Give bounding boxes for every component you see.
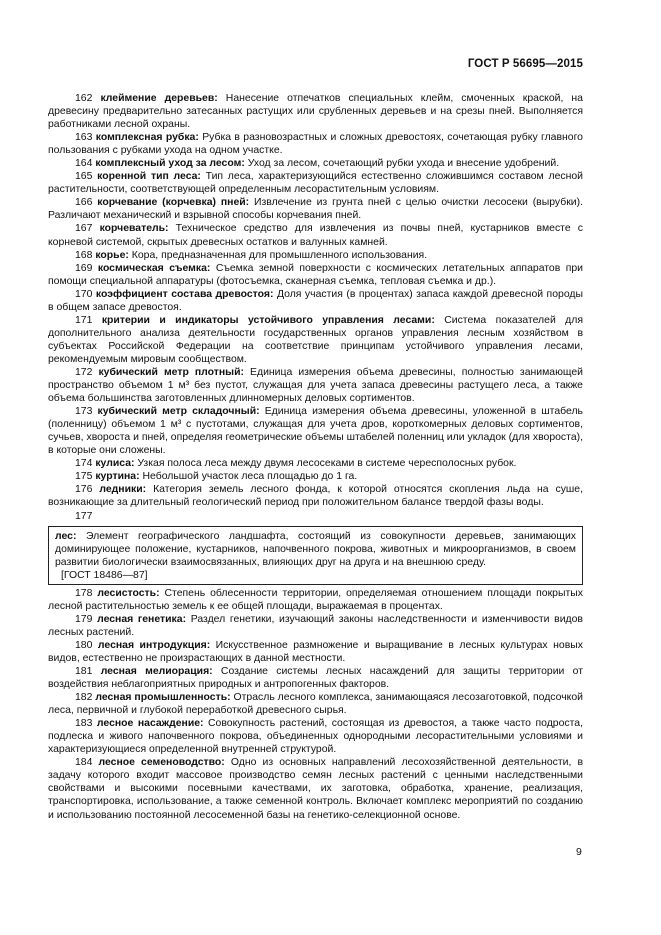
term-entry bbox=[48, 405, 583, 457]
term-entry bbox=[48, 170, 583, 196]
term: клеймение деревьев: bbox=[100, 93, 218, 104]
page-header: ГОСТ Р 56695—2015 bbox=[467, 58, 583, 70]
definition: Искусственное размножение и выращивание в лесных культурах новых видов, естественно не произрастающих в данной местности. bbox=[48, 639, 583, 664]
entries-list-2 bbox=[48, 587, 583, 822]
term-entry bbox=[48, 470, 583, 483]
term-entry bbox=[48, 613, 583, 639]
term-entry bbox=[48, 717, 583, 756]
term: корчеватель: bbox=[99, 223, 169, 235]
definition: Кора, предназначенная для промышленного использования. bbox=[131, 249, 428, 261]
term-entry bbox=[48, 262, 583, 288]
entry-number: 166 bbox=[75, 197, 93, 209]
definition: Съемка земной поверхности с космических летательных аппаратов при помощи специальной аппаратуры (фотосъемка, сканерная съемка, тепловая съемка и др.). bbox=[48, 262, 583, 287]
entry-number: 162 bbox=[75, 93, 93, 104]
term: лесная генетика: bbox=[97, 613, 187, 625]
definition: Узкая полоса леса между двумя лесосеками в системе чересполосных рубок. bbox=[137, 458, 517, 470]
term-entry bbox=[48, 92, 583, 131]
boxed-definition bbox=[48, 526, 583, 585]
definition: Категория земель лесного фонда, к которой относятся скопления льда на суше, возникающие за длительный геологический период при положительном балансе твердой фазы воды. bbox=[48, 484, 584, 509]
document-body bbox=[48, 92, 583, 822]
entry-number: 163 bbox=[75, 132, 93, 144]
entry-number: 179 bbox=[75, 613, 93, 625]
entry-number: 180 bbox=[75, 639, 93, 651]
term-entry bbox=[48, 196, 583, 222]
entry-number: 173 bbox=[75, 406, 93, 418]
term-entry bbox=[48, 131, 583, 157]
term-entry bbox=[48, 665, 583, 691]
definition: Извлечение из грунта пней с целью очистки лесосеки (вырубки). Различают механический и взрывной способы корчевания пней. bbox=[48, 197, 583, 222]
term: коэффициент состава древостоя: bbox=[95, 288, 274, 300]
definition: Рубка в разновозрастных и сложных древостоях, сочетающая рубку главного пользования с рубками ухода на одном участке. bbox=[48, 132, 583, 157]
page-number: 9 bbox=[576, 846, 582, 858]
term-entry bbox=[48, 639, 583, 665]
definition: Одно из основных направлений лесохозяйственной деятельности, в задачу которого входит массовое производство семян лесных растений с ценными наследственными свойствами и высокими посевными качествами, их заготовка, обработка, хранение, реализация, транспортировка, использование, а также семенной контроль. Включает комплекс мероприятий по созданию и использованию постоянной лесосеменной базы на генетико-селекционной основе. bbox=[48, 757, 584, 821]
definition: Элемент географического ландшафта, состоящий из совокупности деревьев, занимающих доминирующее положение, кустарников, напочвенного покрова, животных и микроорганизмов, в своем развитии биологически взаимосвязанных, влияющих друг на друга и на внешнюю среду. bbox=[55, 530, 577, 568]
term: корье: bbox=[95, 249, 129, 261]
definition: Единица измерения объема древесины, уложенной в штабель (поленницу) объемом 1 м³ с пустотами, служащая для учета дров, короткомерных деловых сортиментов, сучьев, хвороста и пней, определяя геометрические объемы штабелей поленниц или укладок (для хвороста), в которые они сложены. bbox=[48, 406, 583, 457]
definition: Небольшой участок леса площадью до 1 га. bbox=[142, 471, 358, 483]
term: комплексный уход за лесом: bbox=[95, 158, 245, 170]
term: лесная интродукция: bbox=[97, 639, 211, 651]
definition: Техническое средство для извлечения из почвы пней, кустарников вместе с корневой системой, скрытых древесных остатков и валунных камней. bbox=[48, 223, 583, 248]
term-entry bbox=[48, 587, 583, 613]
entry-number: 167 bbox=[75, 223, 93, 235]
definition: Нанесение отпечатков специальных клейм, смоченных краской, на древесину предварительно затесанных растущих или срубленных деревьев и на срезы пней. Выполняется работниками лесной охраны. bbox=[48, 93, 583, 131]
entries-list bbox=[48, 92, 583, 523]
term: корчевание (корчевка) пней: bbox=[97, 197, 250, 209]
term-entry bbox=[48, 249, 583, 262]
definition: Уход за лесом, сочетающий рубки ухода и внесение удобрений. bbox=[247, 158, 560, 170]
boxed-definition-text bbox=[55, 530, 576, 569]
term: ледники: bbox=[99, 484, 147, 496]
entry-number: 176 bbox=[75, 484, 93, 496]
definition: Тип леса, характеризующийся естественно сложившимся составом лесной растительности, соответствующей определенным лесорастительным условиям. bbox=[48, 171, 583, 196]
definition: Совокупность растений, состоящая из древостоя, а также часто подроста, подлеска и живого напочвенного покрова, объединенных однородными лесорастительными условиями и характеризующиеся определенной внутренней структурой. bbox=[48, 718, 583, 756]
definition: Отрасль лесного комплекса, занимающаяся лесозаготовкой, подсочкой леса, первичной и глубокой переработкой древесного сырья. bbox=[48, 692, 583, 717]
definition: Доля участия (в процентах) запаса каждой древесной породы в общем запасе древостоя. bbox=[48, 288, 583, 313]
term: лесное насаждение: bbox=[96, 718, 204, 730]
entry-number: 172 bbox=[75, 366, 93, 378]
definition: Система показателей для дополнительного анализа деятельности государственных органов управления лесным хозяйством в субъектах Российской Федерации на соответствие принципам устойчивого управления лесами, рекомендуемым мировым сообществом. bbox=[48, 314, 584, 365]
entry-number: 177 bbox=[75, 510, 93, 522]
term: комплексная рубка: bbox=[95, 132, 199, 144]
entry-number: 165 bbox=[75, 171, 93, 183]
term-entry bbox=[48, 157, 583, 170]
term: лесное семеноводство: bbox=[98, 757, 225, 769]
entry-number: 171 bbox=[75, 314, 93, 326]
entry-number: 164 bbox=[75, 158, 93, 170]
definition: Единица измерения объема древесины, полностью занимающей пространство объемом 1 м³ без пустот, служащая для учета запаса древесины растущего леса, а также объема большинства заготовленных длинномерных деловых сортиментов. bbox=[48, 366, 584, 405]
term-entry bbox=[48, 691, 583, 717]
term: лесная промышленность: bbox=[95, 692, 231, 704]
entry-number: 168 bbox=[75, 249, 93, 261]
term: критерии и индикаторы устойчивого управления лесами: bbox=[101, 314, 435, 326]
entry-number: 178 bbox=[75, 587, 93, 599]
term: космическая съемка: bbox=[97, 262, 211, 274]
term: кубический метр складочный: bbox=[97, 406, 260, 418]
term: кубический метр плотный: bbox=[98, 366, 244, 378]
term-entry bbox=[48, 457, 583, 470]
term: лесная мелиорация: bbox=[100, 666, 213, 678]
term-entry bbox=[48, 288, 583, 314]
entry-number: 170 bbox=[75, 288, 93, 300]
definition: Степень облесенности территории, определяемая отношением площади покрытых лесной растительностью земель к ее общей площади, выражаемая в процентах. bbox=[48, 587, 583, 612]
entry-number: 183 bbox=[75, 718, 93, 730]
definition: Создание системы лесных насаждений для защиты территории от воздействия неблагоприятных природных и антропогенных факторов. bbox=[48, 666, 584, 691]
term-entry bbox=[48, 483, 583, 509]
term-entry bbox=[48, 366, 583, 405]
entry-number: 175 bbox=[75, 471, 93, 483]
term-entry bbox=[48, 222, 583, 248]
term: лес: bbox=[55, 530, 77, 542]
entry-number: 181 bbox=[75, 666, 93, 678]
term-entry bbox=[48, 510, 583, 523]
definition: Раздел генетики, изучающий законы наследственности и изменчивости видов лесных растений. bbox=[48, 613, 583, 638]
entry-number: 182 bbox=[75, 692, 93, 704]
reference: [ГОСТ 18486—87] bbox=[61, 569, 148, 581]
entry-number: 169 bbox=[75, 262, 93, 274]
term: лесистость: bbox=[97, 587, 160, 599]
term-entry bbox=[48, 756, 583, 821]
entry-number: 184 bbox=[75, 757, 93, 769]
term: кулиса: bbox=[95, 458, 135, 470]
term-entry bbox=[48, 314, 583, 366]
term: коренной тип леса: bbox=[97, 171, 201, 183]
term: куртина: bbox=[95, 471, 140, 483]
entry-number: 174 bbox=[75, 458, 93, 470]
